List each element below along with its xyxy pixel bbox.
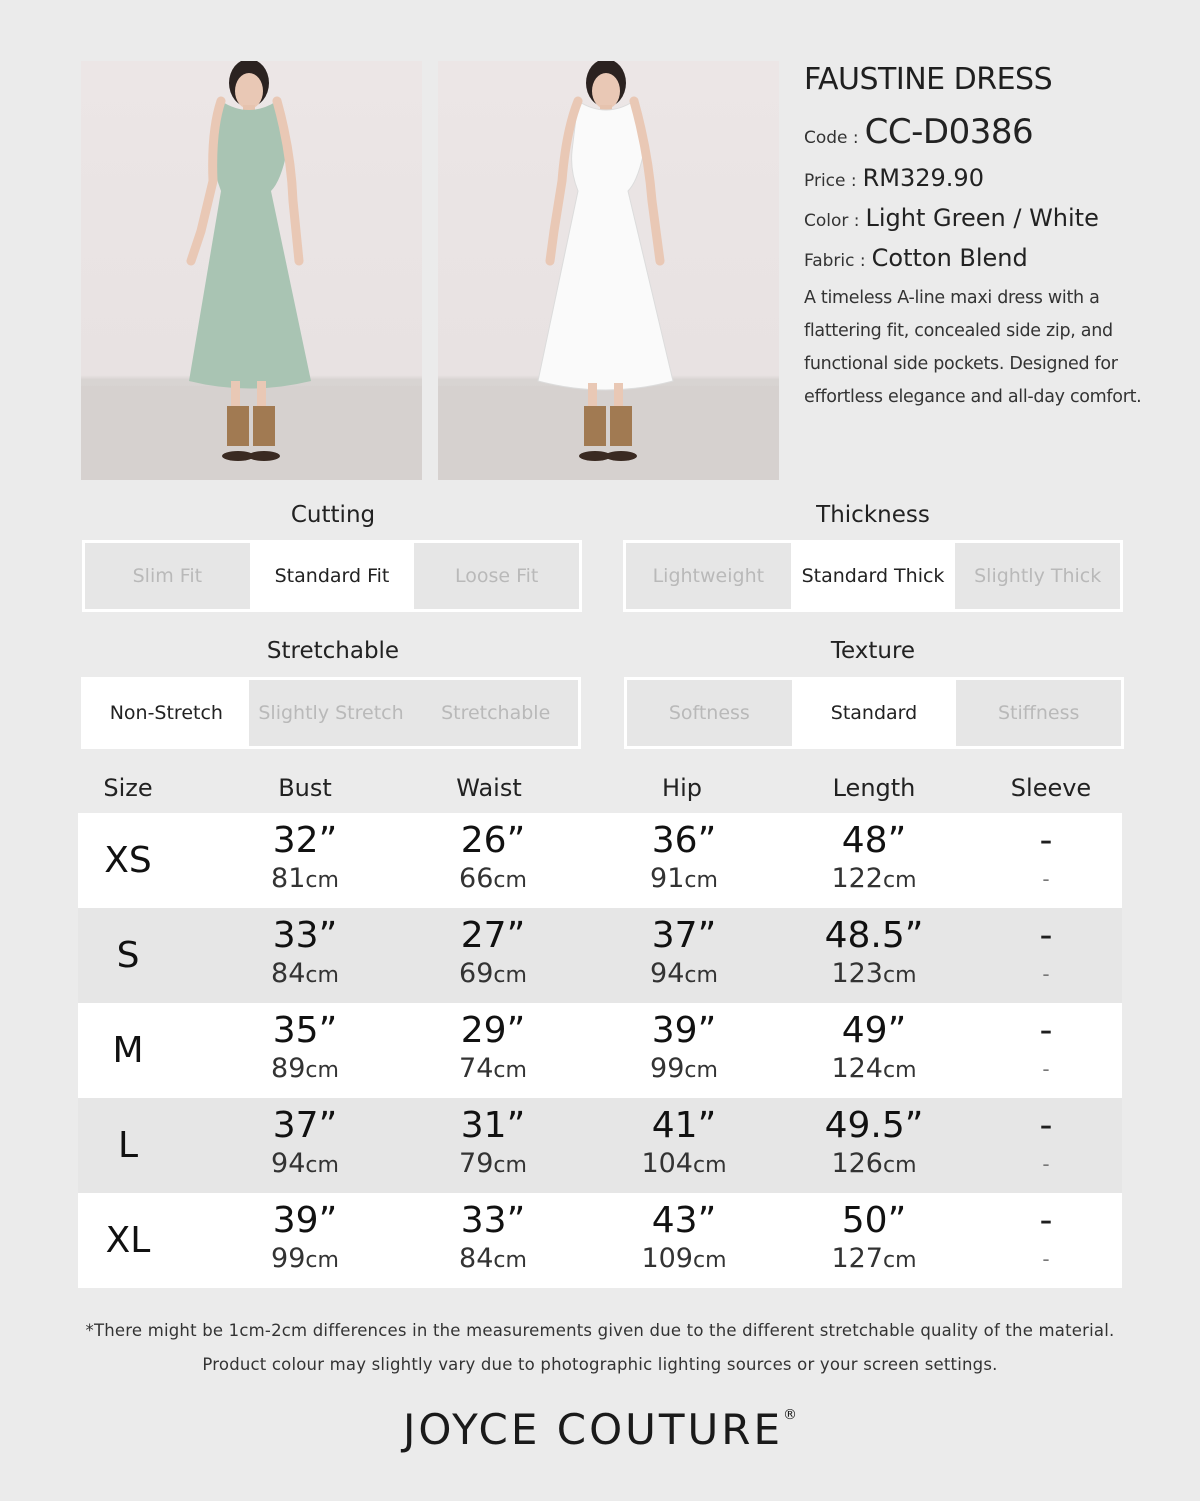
length-cell — [794, 916, 954, 994]
waist-cm-number: 79 — [459, 1148, 494, 1179]
cutting-option-3: Loose Fit — [414, 543, 579, 609]
size-chart-table — [78, 813, 1122, 1288]
length-cell — [794, 1201, 954, 1279]
brand-name: JOYCE COUTURE — [403, 1405, 783, 1454]
bust-cm-value — [225, 1146, 385, 1184]
length-inch-value: 50” — [841, 1200, 907, 1241]
waist-cell — [413, 1106, 573, 1184]
sleeve-cm-value: - — [1042, 1152, 1050, 1176]
hip-inch-value: 39” — [651, 1010, 717, 1051]
hip-cm-number: 91 — [650, 863, 685, 894]
waist-inch-value: 26” — [460, 820, 526, 861]
hip-cell — [604, 821, 764, 899]
cm-unit: cm — [883, 1248, 917, 1273]
waist-cm-number: 69 — [459, 958, 494, 989]
bust-cell — [225, 1106, 385, 1184]
waist-cm-value — [413, 1241, 573, 1279]
stretchable-scale — [81, 677, 581, 749]
hip-cm-value — [604, 956, 764, 994]
hip-cm-value — [604, 861, 764, 899]
waist-cm-number: 84 — [459, 1243, 494, 1274]
cm-unit: cm — [883, 1058, 917, 1083]
cm-unit: cm — [693, 1248, 727, 1273]
hip-cell — [604, 1106, 764, 1184]
product-name: FAUSTINE DRESS — [804, 62, 1053, 97]
sleeve-cell — [966, 1201, 1126, 1277]
cm-unit: cm — [684, 868, 718, 893]
cm-unit: cm — [493, 1153, 527, 1178]
sleeve-cell — [966, 916, 1126, 992]
bust-cm-value — [225, 1051, 385, 1089]
thickness-option-1: Lightweight — [626, 543, 791, 609]
fabric-label: Fabric : — [804, 251, 866, 271]
color-label: Color : — [804, 211, 860, 231]
sleeve-inch-value: - — [1039, 1105, 1053, 1146]
length-cm-value — [794, 861, 954, 899]
cutting-scale — [82, 540, 582, 612]
hip-cell — [604, 1011, 764, 1089]
hip-cm-number: 94 — [650, 958, 685, 989]
bust-inch-value: 33” — [272, 915, 338, 956]
brand-logo — [0, 1405, 1200, 1454]
length-inch-value: 48” — [841, 820, 907, 861]
waist-cm-value — [413, 956, 573, 994]
waist-cm-value — [413, 1146, 573, 1184]
size-row-m — [78, 1003, 1122, 1098]
thickness-option-2: Standard Thick — [791, 543, 956, 609]
texture-option-3: Stiffness — [956, 680, 1121, 746]
bust-cell — [225, 916, 385, 994]
hip-cm-value — [604, 1146, 764, 1184]
length-inch-value: 48.5” — [824, 915, 924, 956]
waist-inch-value: 33” — [460, 1200, 526, 1241]
product-price: RM329.90 — [862, 164, 984, 192]
waist-cm-number: 74 — [459, 1053, 494, 1084]
color-row — [804, 204, 1144, 232]
thickness-scale — [623, 540, 1123, 612]
price-label: Price : — [804, 171, 857, 191]
cm-unit: cm — [684, 963, 718, 988]
sleeve-inch-value: - — [1039, 915, 1053, 956]
length-cell — [794, 1011, 954, 1089]
sleeve-cm-value: - — [1042, 1057, 1050, 1081]
header-waist: Waist — [456, 774, 522, 802]
header-bust: Bust — [278, 774, 332, 802]
sleeve-cm-value: - — [1042, 962, 1050, 986]
cm-unit: cm — [493, 963, 527, 988]
waist-inch-value: 27” — [460, 915, 526, 956]
product-fabric: Cotton Blend — [871, 244, 1028, 272]
cm-unit: cm — [883, 963, 917, 988]
product-code: CC-D0386 — [864, 112, 1034, 152]
code-row — [804, 112, 1144, 152]
hip-inch-value: 36” — [651, 820, 717, 861]
length-cm-number: 127 — [831, 1243, 883, 1274]
bust-cell — [225, 1201, 385, 1279]
bust-cell — [225, 821, 385, 899]
length-cm-number: 126 — [831, 1148, 883, 1179]
length-cm-value — [794, 956, 954, 994]
cm-unit: cm — [305, 1153, 339, 1178]
cm-unit: cm — [493, 1058, 527, 1083]
length-cm-value — [794, 1241, 954, 1279]
length-cm-number: 124 — [831, 1053, 883, 1084]
thickness-title: Thickness — [816, 502, 930, 528]
length-cell — [794, 1106, 954, 1184]
fabric-row — [804, 244, 1144, 272]
size-label: M — [112, 1030, 144, 1071]
bust-inch-value: 37” — [272, 1105, 338, 1146]
size-chart-header — [78, 774, 1122, 814]
product-description: A timeless A-line maxi dress with a flattering fit, concealed side zip, and functional side pockets. Designed for effortless elegance and all-day comfort. — [804, 288, 1142, 407]
colour-note: Product colour may slightly vary due to photographic lighting sources or your screen settings. — [202, 1355, 998, 1374]
cutting-title: Cutting — [290, 502, 376, 528]
length-inch-value: 49.5” — [824, 1105, 924, 1146]
size-row-l — [78, 1098, 1122, 1193]
cutting-option-2: Standard Fit — [250, 543, 415, 609]
waist-cm-number: 66 — [459, 863, 494, 894]
header-length: Length — [832, 774, 916, 802]
code-label: Code : — [804, 128, 859, 148]
size-label: S — [116, 935, 140, 976]
bust-cm-value — [225, 861, 385, 899]
length-cm-number: 123 — [831, 958, 883, 989]
bust-cm-number: 81 — [271, 863, 306, 894]
stretchable-option-3: Stretchable — [413, 680, 578, 746]
waist-cm-value — [413, 861, 573, 899]
size-row-s — [78, 908, 1122, 1003]
waist-cm-value — [413, 1051, 573, 1089]
length-cell — [794, 821, 954, 899]
cm-unit: cm — [305, 963, 339, 988]
stretchable-title: Stretchable — [266, 638, 400, 664]
bust-cm-value — [225, 956, 385, 994]
thickness-option-3: Slightly Thick — [955, 543, 1120, 609]
size-label: XL — [105, 1220, 151, 1261]
texture-title: Texture — [830, 638, 916, 664]
product-photo-white — [438, 61, 779, 480]
texture-option-1: Softness — [627, 680, 792, 746]
hip-cm-value — [604, 1241, 764, 1279]
sleeve-cm-value: - — [1042, 867, 1050, 891]
cm-unit: cm — [493, 1248, 527, 1273]
sleeve-inch-value: - — [1039, 820, 1053, 861]
cm-unit: cm — [305, 868, 339, 893]
hip-cm-value — [604, 1051, 764, 1089]
price-row — [804, 164, 1144, 192]
hip-cm-number: 109 — [641, 1243, 693, 1274]
length-cm-number: 122 — [831, 863, 883, 894]
product-photo-green — [81, 61, 422, 480]
registered-mark: ® — [782, 1407, 797, 1423]
waist-cell — [413, 1201, 573, 1279]
sleeve-cell — [966, 821, 1126, 897]
waist-cell — [413, 916, 573, 994]
bust-inch-value: 39” — [272, 1200, 338, 1241]
bust-cm-value — [225, 1241, 385, 1279]
stretchable-option-2: Slightly Stretch — [249, 680, 414, 746]
waist-inch-value: 29” — [460, 1010, 526, 1051]
header-hip: Hip — [662, 774, 702, 802]
sleeve-cm-value: - — [1042, 1247, 1050, 1271]
bust-cm-number: 89 — [271, 1053, 306, 1084]
measurement-note: *There might be 1cm-2cm differences in the measurements given due to the different stretchable quality of the material. — [85, 1321, 1115, 1340]
waist-cell — [413, 821, 573, 899]
sleeve-cell — [966, 1011, 1126, 1087]
waist-inch-value: 31” — [460, 1105, 526, 1146]
bust-cell — [225, 1011, 385, 1089]
sleeve-cell — [966, 1106, 1126, 1182]
sleeve-inch-value: - — [1039, 1200, 1053, 1241]
header-sleeve: Sleeve — [1010, 774, 1092, 802]
size-label: XS — [104, 840, 152, 881]
length-inch-value: 49” — [841, 1010, 907, 1051]
bust-inch-value: 35” — [272, 1010, 338, 1051]
size-row-xl — [78, 1193, 1122, 1288]
header-size: Size — [103, 774, 153, 802]
hip-cell — [604, 916, 764, 994]
dress-figure-white — [438, 61, 779, 480]
cm-unit: cm — [693, 1153, 727, 1178]
cm-unit: cm — [684, 1058, 718, 1083]
product-info — [804, 60, 1144, 414]
length-cm-value — [794, 1146, 954, 1184]
hip-inch-value: 41” — [651, 1105, 717, 1146]
bust-cm-number: 94 — [271, 1148, 306, 1179]
product-color: Light Green / White — [865, 204, 1099, 232]
size-row-xs — [78, 813, 1122, 908]
hip-cm-number: 99 — [650, 1053, 685, 1084]
dress-figure-green — [81, 61, 422, 480]
size-label: L — [117, 1125, 139, 1166]
texture-scale — [624, 677, 1124, 749]
bust-cm-number: 99 — [271, 1243, 306, 1274]
waist-cell — [413, 1011, 573, 1089]
hip-inch-value: 37” — [651, 915, 717, 956]
cm-unit: cm — [883, 868, 917, 893]
bust-cm-number: 84 — [271, 958, 306, 989]
bust-inch-value: 32” — [272, 820, 338, 861]
cm-unit: cm — [883, 1153, 917, 1178]
stretchable-option-1: Non-Stretch — [84, 680, 249, 746]
cutting-option-1: Slim Fit — [85, 543, 250, 609]
hip-inch-value: 43” — [651, 1200, 717, 1241]
sleeve-inch-value: - — [1039, 1010, 1053, 1051]
cm-unit: cm — [305, 1248, 339, 1273]
length-cm-value — [794, 1051, 954, 1089]
hip-cell — [604, 1201, 764, 1279]
cm-unit: cm — [493, 868, 527, 893]
cm-unit: cm — [305, 1058, 339, 1083]
texture-option-2: Standard — [792, 680, 957, 746]
hip-cm-number: 104 — [641, 1148, 693, 1179]
